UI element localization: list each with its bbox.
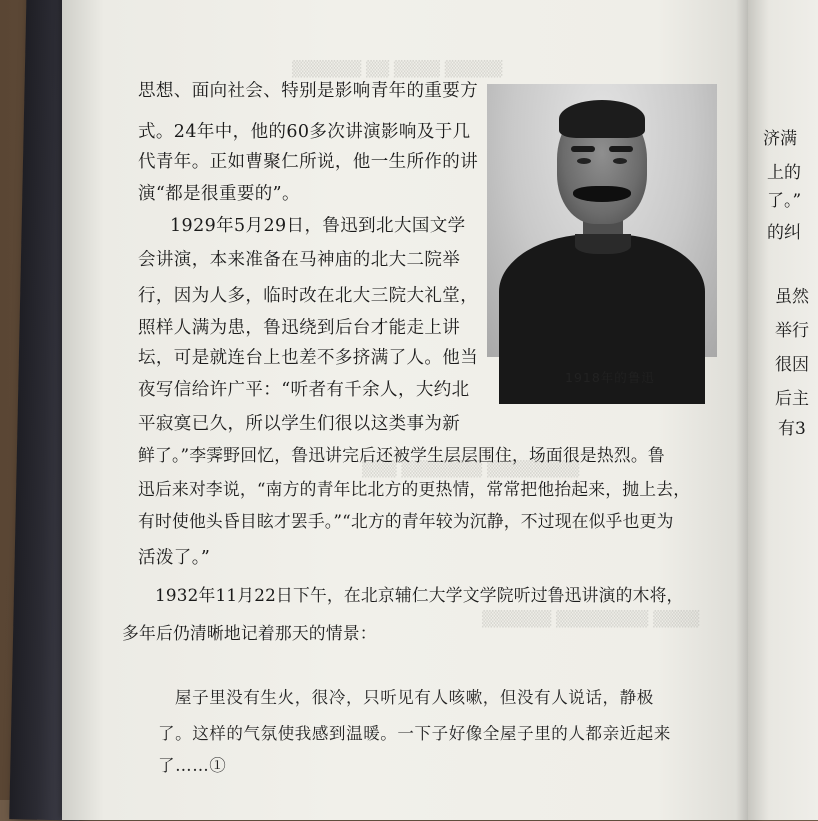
portrait-eye bbox=[577, 158, 591, 164]
right-page-fragment: 后主 bbox=[775, 389, 809, 409]
text-line: 多年后仍清晰地记着那天的情景： bbox=[122, 623, 377, 643]
text-line: 思想、面向社会、特别是影响青年的重要方 bbox=[138, 81, 479, 101]
portrait-collar bbox=[575, 234, 631, 254]
bleed-through-text: ▒▒▒▒▒ ▒▒▒▒ ▒▒ ▒▒▒▒▒▒ bbox=[292, 60, 503, 78]
text-line: 活泼了。” bbox=[138, 548, 211, 568]
text-line: 鲜了。”李霁野回忆，鲁迅讲完后还被学生层层围住，场面很是热烈。鲁 bbox=[138, 445, 665, 465]
text-line: 坛，可是就连台上也差不多挤满了人。他当 bbox=[138, 348, 479, 368]
quote-line: 了……① bbox=[158, 756, 227, 775]
portrait-mustache bbox=[573, 186, 631, 202]
text-line: 演“都是很重要的”。 bbox=[138, 184, 300, 204]
bleed-through-text: ▒▒▒▒▒▒▒▒ ▒▒▒▒▒▒▒ ▒▒▒ bbox=[362, 460, 580, 478]
text-line: 代青年。正如曹聚仁所说，他一生所作的讲 bbox=[138, 152, 479, 172]
right-page-fragment: 了。” bbox=[767, 191, 802, 211]
bleed-through-text: ▒▒▒▒ ▒▒▒▒▒▒▒▒ ▒▒▒▒▒▒ bbox=[482, 610, 700, 628]
right-page-fragment: 有3 bbox=[778, 419, 806, 439]
text-line: 行，因为人多，临时改在北大三院大礼堂， bbox=[138, 286, 479, 306]
text-line: 迅后来对李说，“南方的青年比北方的更热情，常常把他抬起来，抛上去， bbox=[138, 479, 691, 499]
portrait-photo bbox=[487, 84, 717, 357]
text-line: 平寂寞已久，所以学生们很以这类事为新 bbox=[138, 414, 461, 434]
right-page-fragment: 的纠 bbox=[767, 223, 801, 243]
text-line: 照样人满为患，鲁迅绕到后台才能走上讲 bbox=[138, 318, 461, 338]
text-line: 夜写信给许广平：“听者有千余人，大约北 bbox=[138, 380, 470, 400]
right-page bbox=[748, 0, 818, 820]
text-line: 式。24年中，他的60多次讲演影响及于几 bbox=[138, 122, 471, 142]
text-line: 有时使他头昏目眩才罢手。”“北方的青年较为沉静，不过现在似乎也更为 bbox=[138, 511, 674, 531]
portrait-hair bbox=[559, 100, 645, 138]
portrait-brow bbox=[609, 146, 633, 152]
quote-line: 屋子里没有生火，很冷，只听见有人咳嗽，但没有人说话，静极 bbox=[175, 688, 654, 707]
text-line: 会讲演，本来准备在马神庙的北大二院举 bbox=[138, 250, 461, 270]
right-page-fragment: 上的 bbox=[767, 163, 801, 183]
text-line: 1929年5月29日，鲁迅到北大国文学 bbox=[170, 216, 466, 236]
text-line: 1932年11月22日下午，在北京辅仁大学文学院听过鲁迅讲演的木将， bbox=[155, 585, 684, 605]
quote-line: 了。这样的气氛使我感到温暖。一下子好像全屋子里的人都亲近起来 bbox=[158, 724, 671, 743]
right-page-fragment: 很因 bbox=[775, 355, 809, 375]
portrait-eye bbox=[613, 158, 627, 164]
photo-caption: 1918年的鲁迅 bbox=[565, 370, 655, 385]
right-page-fragment: 虽然 bbox=[775, 287, 809, 307]
right-page-fragment: 济满 bbox=[763, 129, 797, 149]
portrait-brow bbox=[571, 146, 595, 152]
right-page-fragment: 举行 bbox=[775, 321, 809, 341]
